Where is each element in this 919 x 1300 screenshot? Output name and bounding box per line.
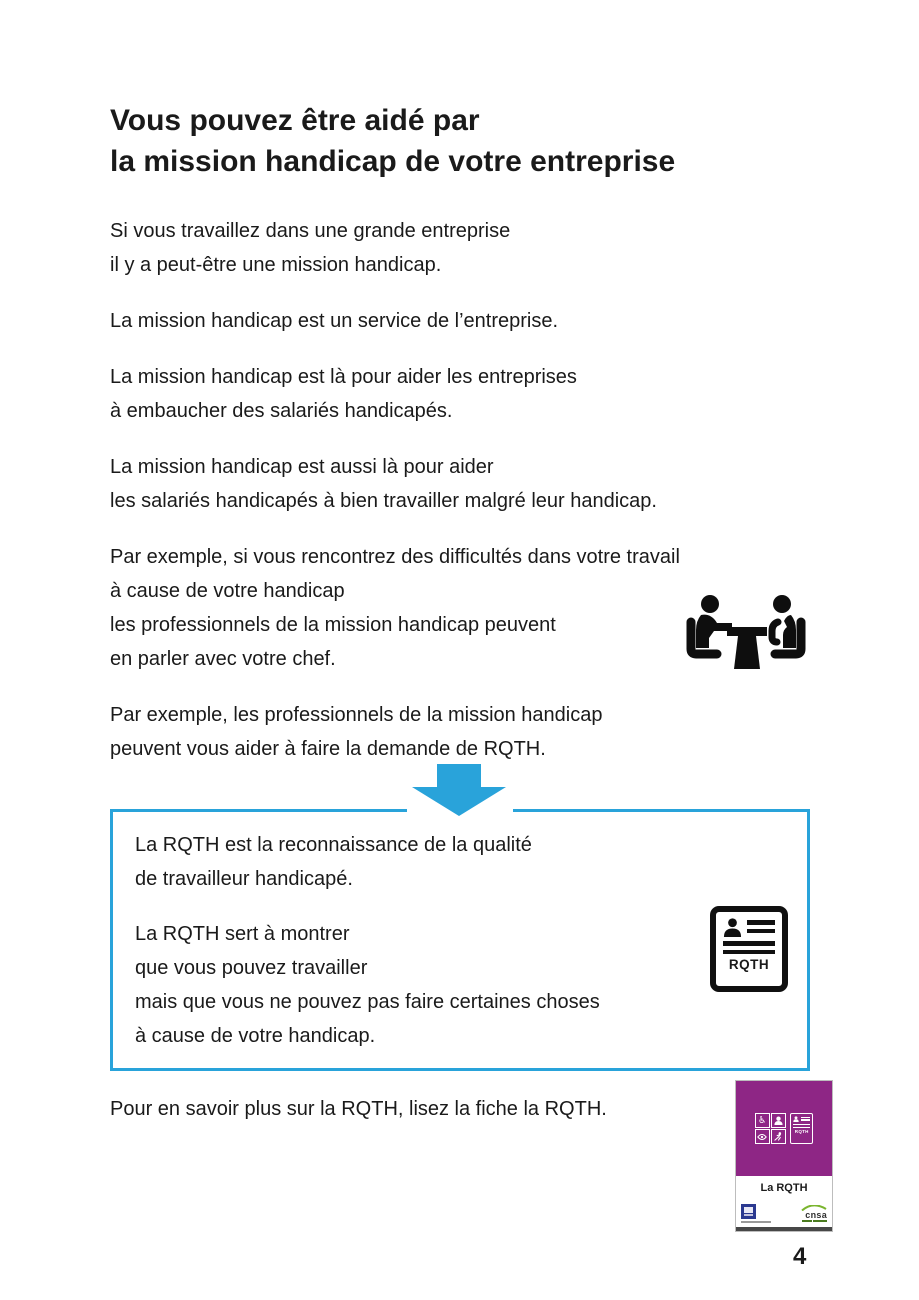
person-icon <box>723 918 742 937</box>
card-text-lines <box>747 918 775 937</box>
page-number: 4 <box>793 1243 807 1270</box>
leaflet-bottom-strip <box>736 1227 832 1231</box>
text-line: que vous pouvez travailler <box>135 957 368 979</box>
text-line: La RQTH est la reconnaissance de la qualité <box>135 834 532 856</box>
leaflet-cover-art <box>736 1081 832 1176</box>
paragraph <box>110 214 840 282</box>
text-line: La mission handicap est là pour aider les entreprises <box>110 366 577 388</box>
mini-card-label: RQTH <box>794 1129 809 1135</box>
text-line: il y a peut-être une mission handicap. <box>110 254 442 276</box>
paragraph <box>110 360 840 428</box>
text-line: de travailleur handicapé. <box>135 868 353 890</box>
text-line: en parler avec votre chef. <box>110 648 336 670</box>
government-logo <box>741 1204 771 1224</box>
mini-rqth-card-icon <box>790 1113 813 1144</box>
text-line: les professionnels de la mission handicap peuvent <box>110 614 556 636</box>
text-line: Par exemple, les professionnels de la mission handicap <box>110 704 603 726</box>
down-arrow-icon <box>412 764 506 816</box>
runner-icon <box>771 1129 786 1144</box>
body-text <box>110 214 840 788</box>
text-line: La mission handicap est aussi là pour aider <box>110 456 494 478</box>
eye-icon <box>755 1129 770 1144</box>
person-icon <box>771 1113 786 1128</box>
person-icon <box>793 1116 799 1122</box>
card-text-line <box>723 950 775 955</box>
cnsa-logo-text: cnsa <box>805 1210 827 1220</box>
leaflet-title: La RQTH <box>760 1182 808 1194</box>
wheelchair-icon: ♿ <box>755 1113 770 1128</box>
text-line: mais que vous ne pouvez pas faire certaines choses <box>135 991 600 1013</box>
text-line: Par exemple, si vous rencontrez des difficultés dans votre travail <box>110 546 680 568</box>
paragraph <box>110 304 840 338</box>
text-line: à cause de votre handicap <box>110 580 345 602</box>
rqth-card-header <box>723 918 775 937</box>
rqth-card-icon <box>710 906 788 992</box>
leaflet-title-band <box>736 1176 832 1227</box>
paragraph <box>135 828 785 896</box>
text-line: La RQTH sert à montrer <box>135 923 350 945</box>
title-line: la mission handicap de votre entreprise <box>110 145 676 178</box>
cnsa-logo <box>801 1205 827 1223</box>
meeting-table-icon <box>685 591 807 671</box>
pictogram-grid <box>755 1113 787 1145</box>
government-logo-mark <box>741 1204 756 1219</box>
text-line: à cause de votre handicap. <box>135 1025 376 1047</box>
rqth-leaflet-thumbnail <box>735 1080 833 1232</box>
title-line: Vous pouvez être aidé par <box>110 104 480 137</box>
rqth-card-label: RQTH <box>728 957 770 972</box>
text-line: peuvent vous aider à faire la demande de RQTH. <box>110 738 546 760</box>
page-title <box>110 100 675 182</box>
card-text-line <box>723 941 775 946</box>
text-line: les salariés handicapés à bien travailler malgré leur handicap. <box>110 490 657 512</box>
see-more-line: Pour en savoir plus sur la RQTH, lisez la fiche la RQTH. <box>110 1098 607 1120</box>
government-logo-caption <box>741 1221 771 1224</box>
text-line: La mission handicap est un service de l’entreprise. <box>110 310 559 332</box>
paragraph <box>135 917 785 1053</box>
leaflet-logos <box>741 1204 827 1224</box>
rqth-info-box <box>110 809 810 1071</box>
text-line: Si vous travaillez dans une grande entreprise <box>110 220 511 242</box>
paragraph <box>110 450 840 518</box>
paragraph <box>110 698 840 766</box>
cnsa-logo-caption <box>801 1220 827 1223</box>
text-line: à embaucher des salariés handicapés. <box>110 400 453 422</box>
